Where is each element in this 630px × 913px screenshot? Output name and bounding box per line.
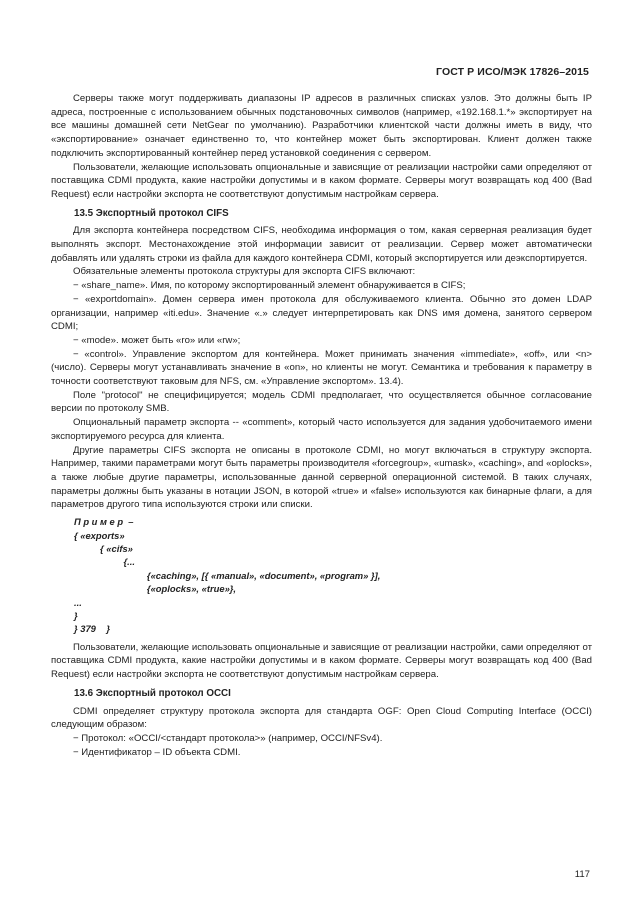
page-number: 117 (574, 869, 590, 880)
code-line: { «cifs» (74, 542, 133, 554)
list-item: − «control». Управление экспортом для контейнера. Может принимать значения «immediate», «off», или <n> (число). Серверы могут устанавливать значение в «on», но клиенты не могут. Семантика и требования к параметру в точности соответствуют таковым для NFS, см. «Управление экспортом». 13.4). (51, 348, 592, 388)
paragraph: Пользователи, желающие использовать опциональные и зависящие от реализации настройки сами определяют от поставщика CDMI продукта, какие настройки допустимы и в каком формате. Серверы могут возвращать код 400 (Bad Request) если настройки экспорта не соответствуют допустимым настройкам сервера. (51, 161, 592, 200)
list-item: − «mode». может быть «ro» или «rw»; (73, 334, 241, 346)
page-body (51, 92, 592, 759)
code-line: { «exports» (74, 529, 125, 541)
list-item: − «share_name». Имя, по которому экспортированный элемент обнаруживается в CIFS; (73, 280, 466, 292)
paragraph: Обязательные элементы протокола структуры для экспорта CIFS включают: (73, 266, 416, 278)
example-label: П р и м е р – (74, 516, 134, 528)
paragraph: CDMI определяет структуру протокола экспорта для стандарта OGF: Open Cloud Computing Interface (OCCI) следующим образом: (51, 705, 592, 731)
list-item: − Идентификатор – ID объекта CDMI. (73, 746, 241, 758)
code-line: {... (74, 556, 135, 568)
paragraph: Опциональный параметр экспорта -- «comment», который часто используется для задания удобочитаемого имени экспортируемого ресурса для клиента. (51, 417, 592, 442)
list-item: − Протокол: «OCCI/<стандарт протокола>» (например, OCCI/NFSv4). (73, 732, 383, 744)
section-heading-13-6: 13.6 Экспортный протокол OCCI (74, 687, 231, 699)
paragraph: Пользователи, желающие использовать опциональные и зависящие от реализации настройки, сами определяют от поставщика CDMI продукта, какие настройки допустимы и в каком формате. Серверы могут возвращать код 400 (Bad Request) если настройки экспорта не соответствуют допустимым настройкам сервера. (51, 641, 592, 681)
paragraph: Серверы также могут поддерживать диапазоны IP адресов в различных списках узлов. Это должны быть IP адреса, построенные с использованием обычных подстановочных символов (например, «192.168.1.*» экспортирует на все машины домашней сети NetGear по умолчанию). Разработчики клиентской части должны иметь в виду, что «экспортирование» означает единственно то, что контейнер может быть экспортирован. Клиент должен также подключить экспортированный контейнер перед установкой соединения с сервером. (51, 93, 592, 159)
section-heading-13-5: 13.5 Экспортный протокол CIFS (74, 207, 229, 219)
standard-header: ГОСТ Р ИСО/МЭК 17826–2015 (436, 66, 589, 78)
code-line: } (74, 609, 78, 621)
code-line: ... (74, 596, 82, 608)
code-line: {«oplocks», «true»}, (74, 583, 237, 595)
paragraph: Поле "protocol" не специфицируется; модель CDMI предполагает, что осуществляется обычное согласование версии по протоколу SMB. (51, 389, 592, 415)
code-line: {«caching», [{ «manual», «document», «program» }], (74, 569, 381, 581)
list-item: − «exportdomain». Домен сервера имен протокола для обслуживаемого клиента. Обычно это домен LDAP организации, например «iti.edu». Значение «.» следует интерпретировать как DNS имя домена, занятого сервером CDMI; (51, 293, 592, 333)
example-block (51, 515, 592, 636)
paragraph: Для экспорта контейнера посредством CIFS, необходима информация о том, какая серверная реализация будет выполнять экспорт. Местонахождение этой информации зависит от реализации. Сервер может автоматически добавлять или удалять строки из файла для каждого контейнера CDMI, который экспортируется или деэкспортируется. (51, 225, 592, 264)
paragraph: Другие параметры CIFS экспорта не описаны в протоколе CDMI, но могут включаться в структуру экспорта. Например, такими параметрами могут быть параметры производителя «forcegroup», «umask», «caching», and «oplocks», а также любые другие параметры, использованные данной серверной операционной системой. В таких случаях, параметры должны быть указаны в нотации JSON, в которой «true» и «false» используются как бинарные флаги, а для параметров другого типа используются строки или списки. (51, 444, 592, 511)
code-line: } 379 } (74, 623, 110, 635)
